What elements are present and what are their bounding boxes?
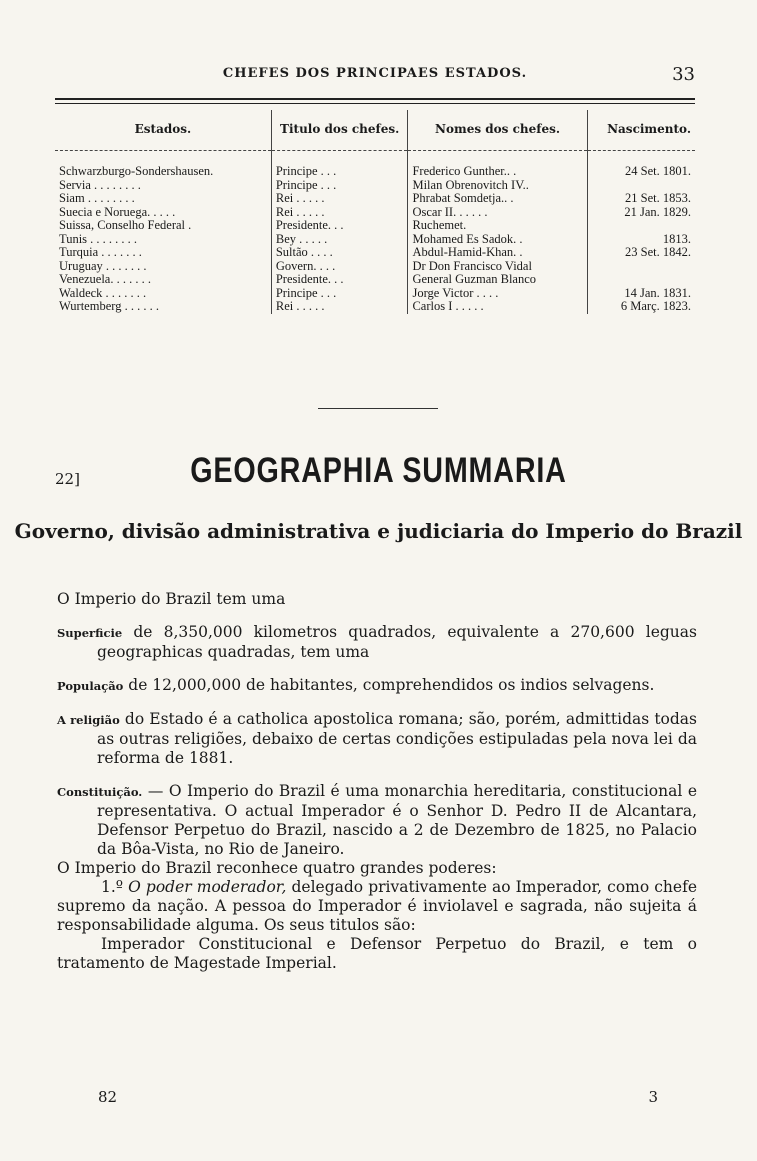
section-divider [318, 408, 438, 409]
cell-estado: Wurtemberg . . . . . . [59, 299, 159, 313]
cell-nascimento: 24 Set. 1801. [587, 151, 695, 179]
cell-titulo: Bey . . . . . [271, 233, 408, 247]
signature-mark-left: 82 [98, 1088, 118, 1106]
paragraph-text: delegado privativamente ao Imperador, como chefe supremo da nação. A pessoa do Imperador é inviolavel e sagrada, não sujeita á responsabilidade alguma. Os seus titulos são: [57, 878, 697, 934]
header-rule-thick [55, 98, 695, 100]
table-row [55, 273, 695, 287]
table-row [55, 300, 695, 314]
cell-nascimento [587, 260, 695, 274]
table-row [55, 233, 695, 247]
section-number: 22] [55, 470, 80, 488]
cell-estado: Waldeck . . . . . . . [59, 285, 147, 300]
cell-estado: Tunis . . . . . . . . [59, 231, 138, 246]
paragraph-religiao [57, 710, 697, 768]
column-header-estados: Estados. [134, 122, 192, 137]
cell-estado: Suecia e Noruega. . . . . [59, 204, 176, 219]
cell-nascimento [587, 219, 695, 233]
cell-nascimento: 14 Jan. 1831. [587, 287, 695, 301]
column-header-nomes: Nomes dos chefes. [408, 110, 587, 151]
paragraph-text: do Estado é a catholica apostolica romana; são, porém, admittidas todas as outras religiões, debaixo de certas condições estipuladas pela nova lei da reforma de 1881. [97, 710, 698, 767]
cell-nome: Dr Don Francisco Vidal [408, 260, 587, 274]
paragraph-poder-moderador [57, 878, 697, 935]
cell-nome: Mohamed Es Sadok. . [408, 233, 587, 247]
table-row [55, 219, 695, 233]
cell-nome: Jorge Victor . . . . [408, 287, 587, 301]
list-number: 1.º [101, 878, 129, 896]
cell-titulo: Rei . . . . . [271, 300, 408, 314]
paragraph-text: — O Imperio do Brazil é uma monarchia hereditaria, constitucional e representativa. O actual Imperador é o Senhor D. Pedro II de Alcantara, Defensor Perpetuo do Brazil, nascido a 2 de Dezembro de 1825, no Palacio da Bôa-Vista, no Rio de Janeiro. [97, 782, 697, 858]
paragraph-poderes [57, 859, 697, 878]
cell-estado: Venezuela. . . . . . . [59, 272, 151, 286]
paragraph-text: O Imperio do Brazil tem uma [57, 590, 286, 608]
cell-titulo: Principe . . . [271, 151, 408, 179]
column-header-titulo: Titulo dos chefes. [271, 110, 408, 151]
cell-estado: Servia . . . . . . . . [59, 177, 141, 192]
cell-nascimento [587, 273, 695, 287]
paragraph-text: Imperador Constitucional e Defensor Perpetuo do Brazil, e tem o tratamento de Magestade Imperial. [57, 935, 697, 972]
cell-titulo: Sultão . . . . [271, 246, 408, 260]
cell-nome: Phrabat Somdetja.. . [408, 192, 587, 206]
cell-titulo: Rei . . . . . [271, 206, 408, 220]
cell-titulo: Presidente. . . [271, 219, 408, 233]
paragraph-populacao [57, 676, 697, 696]
paragraph-intro [57, 590, 697, 609]
cell-titulo: Rei . . . . . [271, 192, 408, 206]
section-title: GEOGRAPHIA SUMMARIA [190, 451, 567, 490]
paragraph-text: de 12,000,000 de habitantes, comprehendidos os indios selvagens. [123, 676, 655, 694]
paragraph-lead: Constituição. [57, 785, 143, 799]
heads-of-state-table [55, 110, 695, 314]
paragraph-lead: Superficie [57, 626, 123, 640]
table-row [55, 151, 695, 179]
cell-titulo: Principe . . . [271, 179, 408, 193]
cell-estado: Suissa, Conselho Federal . [59, 218, 192, 232]
cell-nascimento [587, 179, 695, 193]
cell-nome: Abdul-Hamid-Khan. . [408, 246, 587, 260]
paragraph-italic: O poder moderador, [128, 878, 287, 896]
header-rule-thin [55, 103, 695, 104]
cell-estado: Turquia . . . . . . . [59, 245, 142, 259]
paragraph-constituicao [57, 782, 697, 859]
cell-estado: Uruguay . . . . . . . [59, 258, 147, 273]
running-title: CHEFES DOS PRINCIPAES ESTADOS. [222, 66, 528, 81]
paragraph-lead: A religião [57, 713, 120, 727]
cell-nome: Oscar II. . . . . . [408, 206, 587, 220]
column-header-nascimento: Nascimento. [587, 110, 695, 151]
table-row [55, 179, 695, 193]
cell-titulo: Presidente. . . [271, 273, 408, 287]
paragraph-text: O Imperio do Brazil reconhece quatro grandes poderes: [57, 859, 497, 877]
paragraph-lead: População [57, 679, 124, 693]
cell-nascimento: 23 Set. 1842. [587, 246, 695, 260]
table-row [55, 260, 695, 274]
cell-nome: General Guzman Blanco [408, 273, 587, 287]
cell-estado: Siam . . . . . . . . [59, 191, 135, 205]
body-text [57, 590, 697, 973]
cell-nascimento: 21 Set. 1853. [587, 192, 695, 206]
table-row [55, 206, 695, 220]
cell-nome: Frederico Gunther.. . [408, 151, 587, 179]
cell-nascimento: 1813. [587, 233, 695, 247]
signature-mark-right: 3 [648, 1088, 658, 1106]
page-footer [98, 1088, 658, 1108]
cell-nome: Milan Obrenovitch IV.. [408, 179, 587, 193]
table-body [55, 151, 695, 314]
cell-nascimento: 6 Març. 1823. [587, 300, 695, 314]
table-row [55, 287, 695, 301]
table-header-row [55, 110, 695, 151]
cell-nascimento: 21 Jan. 1829. [587, 206, 695, 220]
cell-nome: Ruchemet. [408, 219, 587, 233]
table-row [55, 246, 695, 260]
paragraph-tratamento [57, 935, 697, 973]
cell-titulo: Govern. . . . [271, 260, 408, 274]
cell-nome: Carlos I . . . . . [408, 300, 587, 314]
cell-estado: Schwarzburgo-Sondershausen. [59, 164, 214, 178]
cell-titulo: Principe . . . [271, 287, 408, 301]
paragraph-superficie [57, 623, 697, 662]
running-head [55, 66, 695, 88]
table-row [55, 192, 695, 206]
paragraph-text: de 8,350,000 kilometros quadrados, equivalente a 270,600 leguas geographicas quadradas, tem uma [97, 623, 697, 661]
section-subtitle: Governo, divisão administrativa e judiciaria do Imperio do Brazil [14, 519, 743, 543]
page-number: 33 [672, 64, 695, 85]
